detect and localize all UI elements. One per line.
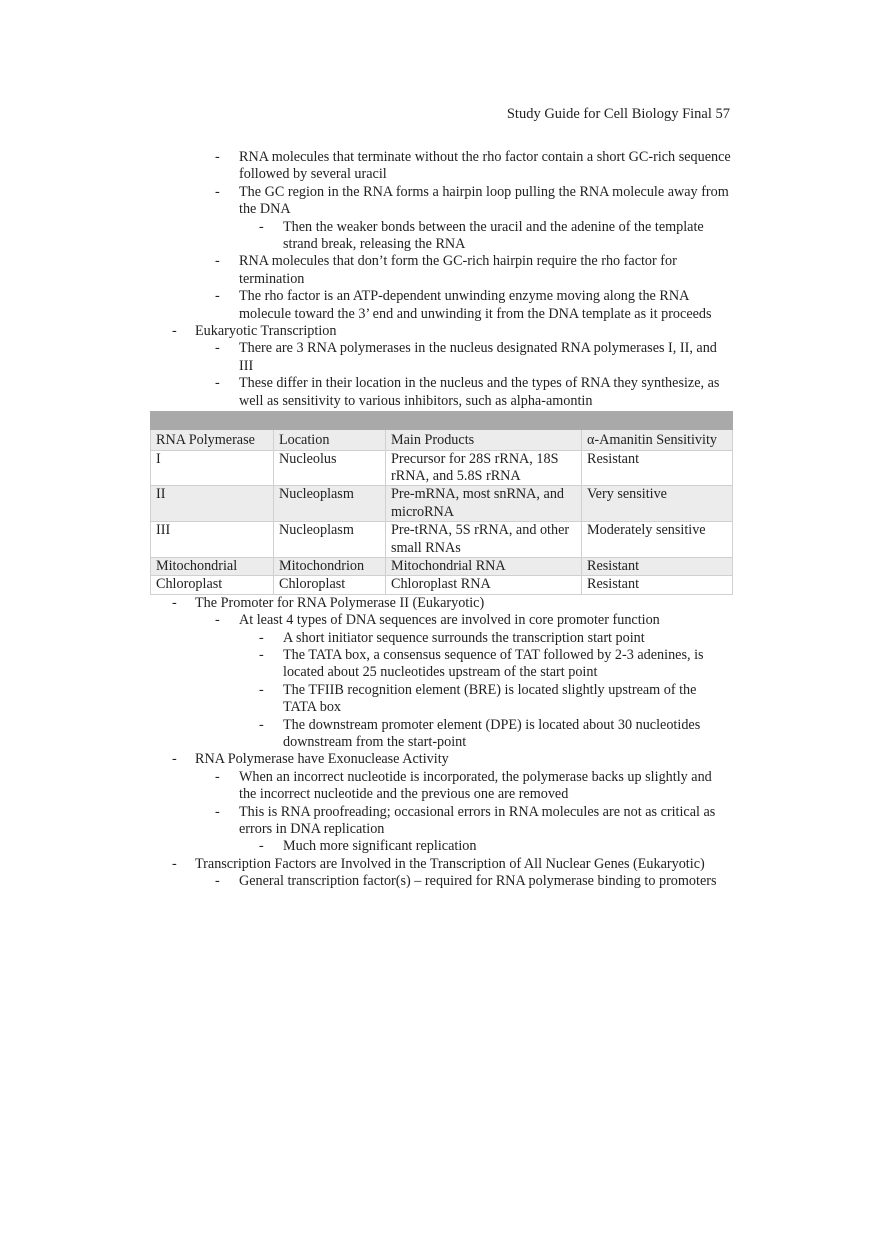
bullet-dash: -: [259, 646, 264, 663]
bullet-item: [0, 184, 731, 219]
bullet-dash: -: [215, 612, 220, 629]
running-header: Study Guide for Cell Biology Final 57: [506, 106, 730, 122]
bullet-text: There are 3 RNA polymerases in the nucleus designated RNA polymerases I, II, and III: [239, 340, 717, 374]
bullet-item: [0, 630, 729, 647]
bullet-dash: -: [215, 873, 220, 890]
bullet-text: Transcription Factors are Involved in the Transcription of All Nuclear Genes (Eukaryotic): [195, 855, 705, 872]
section-heading: [0, 856, 735, 873]
bullet-text: The GC region in the RNA forms a hairpin loop pulling the RNA molecule away from the DNA: [239, 183, 729, 218]
bullet-dash: -: [259, 681, 264, 698]
bullet-item: [0, 717, 729, 752]
table-cell: Chloroplast: [274, 576, 386, 594]
table-header-row: [151, 430, 733, 450]
table-cell: Mitochondrion: [274, 557, 386, 575]
table-cell: Chloroplast: [151, 576, 274, 594]
bullet-text: A short initiator sequence surrounds the transcription start point: [283, 629, 645, 646]
bullet-text: When an incorrect nucleotide is incorporated, the polymerase backs up slightly and the incorrect nucleotide and the previous one are removed: [239, 768, 712, 803]
bullet-dash: -: [259, 716, 264, 733]
table-cell: Nucleolus: [274, 450, 386, 486]
bullet-text: The rho factor is an ATP-dependent unwinding enzyme moving along the RNA molecule toward the 3’ end and unwinding it from the DNA template as it proceeds: [239, 288, 712, 322]
bullet-dash: -: [172, 323, 177, 340]
bullet-item: [0, 288, 731, 323]
bullet-text: The TFIIB recognition element (BRE) is located slightly upstream of the TATA box: [283, 681, 697, 716]
bullet-dash: -: [215, 803, 220, 820]
bullet-item: [0, 612, 731, 629]
bullet-dash: -: [172, 855, 177, 872]
table-row: [151, 486, 733, 522]
table-cell: Very sensitive: [582, 486, 733, 522]
bullet-text: The TATA box, a consensus sequence of TAT followed by 2-3 adenines, is located about 25 nucleotides upstream of the start point: [283, 646, 704, 681]
bullet-dash: -: [215, 340, 220, 357]
bullet-item: [0, 340, 731, 375]
bullet-text: RNA molecules that don’t form the GC-rich hairpin require the rho factor for termination: [239, 253, 677, 287]
bullet-dash: -: [215, 768, 220, 785]
bullet-dash: -: [259, 629, 264, 646]
section-heading: [0, 323, 880, 340]
bullet-text: Then the weaker bonds between the uracil and the adenine of the template strand break, releasing the RNA: [283, 218, 704, 253]
bullet-text: The downstream promoter element (DPE) is located about 30 nucleotides downstream from the start-point: [283, 716, 701, 750]
bullet-item: [0, 149, 731, 184]
table-cell: Resistant: [582, 557, 733, 575]
table-cell: Moderately sensitive: [582, 522, 733, 558]
bullet-dash: -: [215, 375, 220, 392]
bullet-dash: -: [215, 288, 220, 305]
bullet-item: [0, 838, 729, 855]
bullet-text: General transcription factor(s) – required for RNA polymerase binding to promoters: [239, 873, 717, 890]
table-row: [151, 450, 733, 486]
bullet-dash: -: [172, 751, 177, 768]
table-cell: III: [151, 522, 274, 558]
page-body: [0, 149, 880, 891]
bullet-dash: -: [259, 218, 264, 235]
bullet-item: [0, 873, 731, 890]
table-row: [151, 576, 733, 594]
bullet-text: Eukaryotic Transcription: [195, 323, 337, 340]
bullet-text: RNA molecules that terminate without the rho factor contain a short GC-rich sequence followed by several uracil: [239, 149, 731, 183]
bullet-item: [0, 647, 729, 682]
table-cell: Precursor for 28S rRNA, 18S rRNA, and 5.8S rRNA: [386, 450, 582, 486]
table-cell: Pre-tRNA, 5S rRNA, and other small RNAs: [386, 522, 582, 558]
table-cell: I: [151, 450, 274, 486]
bullet-item: [0, 375, 731, 410]
table-cell: Mitochondrial RNA: [386, 557, 582, 575]
table-top-bar: [151, 412, 733, 430]
table-cell: Chloroplast RNA: [386, 576, 582, 594]
table-cell: Resistant: [582, 576, 733, 594]
bullet-item: [0, 219, 729, 254]
rna-polymerase-table: [150, 411, 733, 595]
bullet-item: [0, 682, 729, 717]
table-row: [151, 557, 733, 575]
bullet-dash: -: [215, 149, 220, 165]
bullet-text: At least 4 types of DNA sequences are involved in core promoter function: [239, 612, 660, 629]
table-cell: Nucleoplasm: [274, 522, 386, 558]
table-cell: Mitochondrial: [151, 557, 274, 575]
bullet-item: [0, 253, 731, 288]
table-header-cell: α-Amanitin Sensitivity: [582, 430, 733, 450]
bullet-dash: -: [215, 183, 220, 200]
bullet-item: [0, 804, 731, 839]
bullet-text: These differ in their location in the nucleus and the types of RNA they synthesize, as well as sensitivity to various inhibitors, such as alpha-amontin: [239, 375, 720, 409]
table-header-cell: Main Products: [386, 430, 582, 450]
table-header-cell: RNA Polymerase: [151, 430, 274, 450]
section-heading: [0, 595, 880, 612]
table-cell: II: [151, 486, 274, 522]
table-cell: Pre-mRNA, most snRNA, and microRNA: [386, 486, 582, 522]
bullet-text: This is RNA proofreading; occasional errors in RNA molecules are not as critical as errors in DNA replication: [239, 803, 716, 838]
bullet-text: RNA Polymerase have Exonuclease Activity: [195, 751, 449, 768]
bullet-dash: -: [172, 594, 177, 611]
bullet-dash: -: [215, 253, 220, 270]
table-cell: Resistant: [582, 450, 733, 486]
bullet-item: [0, 769, 731, 804]
bullet-dash: -: [259, 838, 264, 855]
bullet-text: Much more significant replication: [283, 838, 477, 855]
section-heading: [0, 751, 880, 768]
table-cell: Nucleoplasm: [274, 486, 386, 522]
bullet-text: The Promoter for RNA Polymerase II (Eukaryotic): [195, 594, 485, 611]
table-header-cell: Location: [274, 430, 386, 450]
table-row: [151, 522, 733, 558]
